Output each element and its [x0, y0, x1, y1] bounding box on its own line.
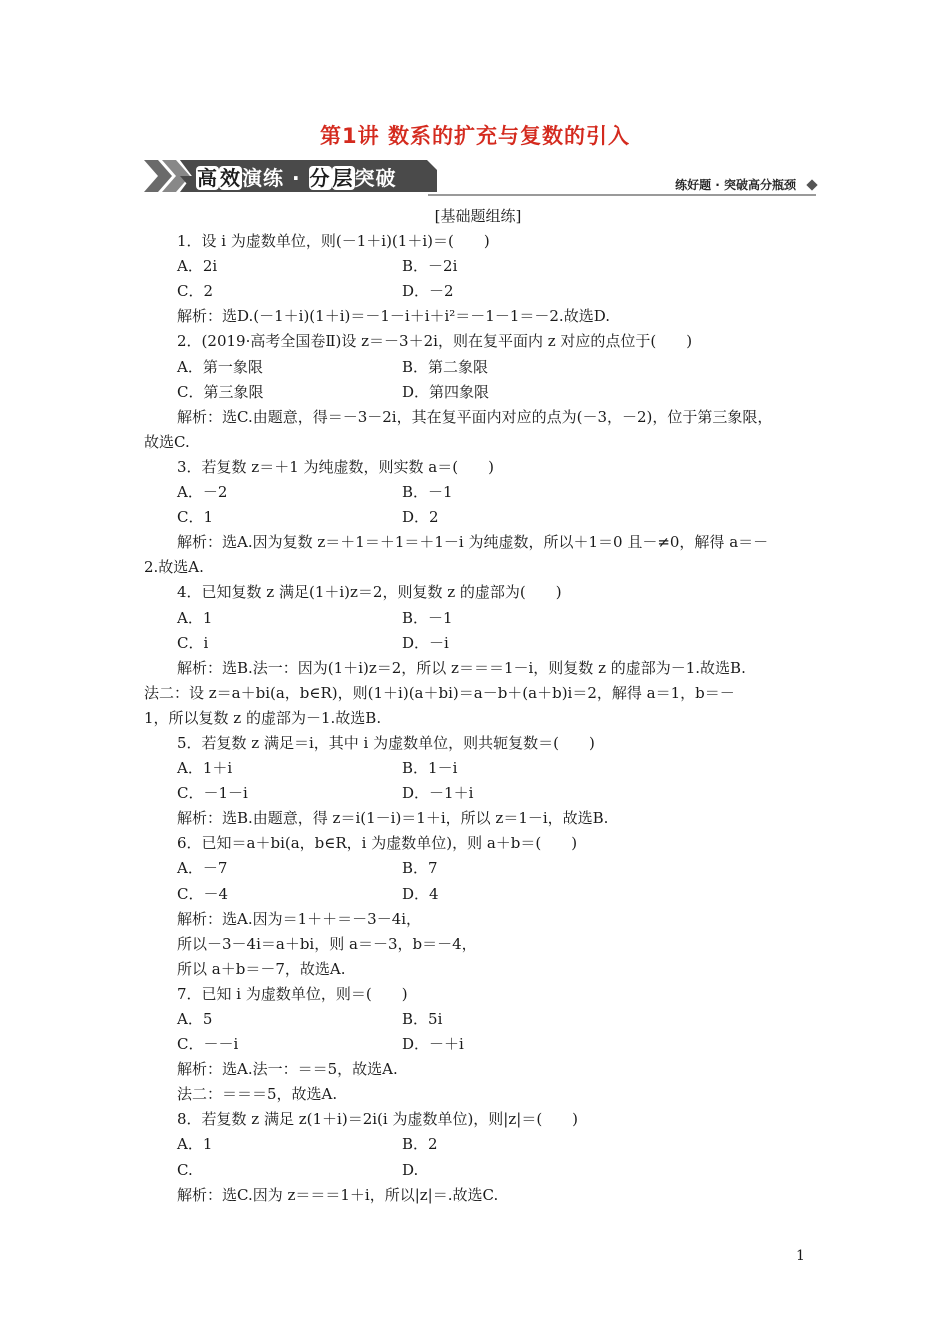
question-stem: 6．已知＝a＋bi(a，b∈R，i 为虚数单位)，则 a＋b＝( )	[177, 834, 578, 853]
option-d: D．－1＋i	[402, 784, 474, 803]
question-stem: 5．若复数 z 满足＝i，其中 i 为虚数单位，则共轭复数＝( )	[177, 733, 595, 752]
section-banner	[144, 160, 816, 196]
question-stem: 3．若复数 z＝＋1 为纯虚数，则实数 a＝( )	[177, 457, 494, 476]
option-a: A．1＋i	[177, 759, 233, 778]
option-c: C．－4	[177, 884, 229, 903]
option-c: C．2	[177, 282, 214, 301]
option-a: A．－2	[177, 483, 228, 502]
question-stem: 8．若复数 z 满足 z(1＋i)＝2i(i 为虚数单位)，则|z|＝( )	[177, 1110, 579, 1129]
question-stem: 4．已知复数 z 满足(1＋i)z＝2，则复数 z 的虚部为( )	[177, 583, 562, 602]
solution-text: 1，所以复数 z 的虚部为－1.故选B.	[144, 708, 382, 727]
option-row	[144, 856, 812, 881]
option-row	[144, 781, 812, 806]
option-b: B．－1	[402, 483, 453, 502]
option-row	[144, 480, 812, 505]
solution-text: 故选C.	[144, 432, 190, 451]
banner-char: 效	[220, 166, 241, 190]
option-row	[144, 254, 812, 279]
option-d: D．2	[402, 508, 439, 527]
banner-char: 突破	[354, 166, 397, 190]
option-c: C．1	[177, 508, 214, 527]
option-a: A．－7	[177, 859, 228, 878]
solution-text: 法二：设 z＝a＋bi(a，b∈R)，则(1＋i)(a＋bi)＝a－b＋(a＋b)i＝2，解得 a＝1，b＝－	[144, 683, 735, 702]
option-row	[144, 882, 812, 907]
option-b: B．2	[402, 1135, 438, 1154]
option-d: D．4	[402, 884, 439, 903]
solution-text: 解析：选C.由题意，得＝－3－2i，其在复平面内对应的点为(－3，－2)，位于第三象限，	[177, 407, 773, 426]
option-b: B．－2i	[402, 257, 458, 276]
page-number: 1	[796, 1248, 805, 1264]
banner-label	[196, 162, 397, 191]
solution-text: 法二：＝＝＝5，故选A.	[177, 1085, 338, 1104]
diamond-icon	[806, 179, 817, 190]
option-d: D．－i	[402, 633, 449, 652]
option-d: D.	[402, 1160, 419, 1179]
option-row	[144, 1032, 812, 1057]
option-a: A．5	[177, 1010, 213, 1028]
section-heading: [基础题组练]	[434, 207, 522, 225]
option-row	[144, 631, 812, 656]
question-stem: 1．设 i 为虚数单位，则(－1＋i)(1＋i)＝( )	[177, 232, 490, 251]
option-row	[144, 756, 812, 781]
banner-char: 分	[309, 166, 331, 190]
option-row	[144, 355, 812, 380]
option-row	[144, 279, 812, 304]
option-b: B．－1	[402, 608, 453, 627]
option-b: B．1－i	[402, 759, 458, 778]
option-c: C．－1－i	[177, 784, 248, 803]
question-stem: 2．(2019·高考全国卷Ⅱ)设 z＝－3＋2i，则在复平面内 z 对应的点位于( )	[177, 332, 693, 351]
option-d: D．－2	[402, 282, 454, 301]
solution-text: 解析：选C.因为 z＝＝＝1＋i，所以|z|＝.故选C.	[177, 1185, 499, 1204]
solution-text: 2.故选A.	[144, 558, 204, 577]
solution-text: 解析：选D.(－1＋i)(1＋i)＝－1－i＋i＋i²＝－1－1＝－2.故选D.	[177, 307, 610, 326]
banner-slogan: 练好题 · 突破高分瓶颈	[675, 178, 796, 192]
solution-text: 解析：选B.由题意，得 z＝i(1－i)＝1＋i，所以 z＝1－i，故选B.	[177, 809, 609, 828]
question-stem: 7．已知 i 为虚数单位，则＝( )	[177, 984, 408, 1003]
option-a: A．1	[177, 608, 213, 627]
option-row	[144, 505, 812, 530]
option-b: B．5i	[402, 1010, 443, 1028]
option-c: C．i	[177, 633, 209, 652]
solution-text: 解析：选B.法一：因为(1＋i)z＝2，所以 z＝＝＝1－i，则复数 z 的虚部为－1.故选B.	[177, 658, 746, 677]
banner-char: 演练 ·	[242, 166, 309, 190]
option-d: D．－＋i	[402, 1035, 464, 1054]
option-row	[144, 380, 812, 405]
option-c: C．第三象限	[177, 382, 264, 401]
exercise-body	[144, 204, 812, 1208]
solution-text: 解析：选A.因为＝1＋＋＝－3－4i，	[177, 909, 422, 928]
option-b: B．7	[402, 859, 438, 878]
solution-text: 所以－3－4i＝a＋bi，则 a＝－3，b＝－4，	[177, 934, 477, 953]
option-row	[144, 1007, 812, 1032]
solution-text: 所以 a＋b＝－7，故选A.	[177, 959, 346, 978]
option-row	[144, 1158, 812, 1183]
solution-text: 解析：选A.法一：＝＝5，故选A.	[177, 1060, 398, 1079]
banner-char: 层	[332, 166, 354, 190]
banner-divider	[428, 194, 816, 196]
option-row	[144, 606, 812, 631]
solution-text: 解析：选A.因为复数 z＝＋1＝＋1＝＋1－i 为纯虚数，所以＋1＝0 且－≠0，解得 a＝－	[177, 533, 769, 552]
option-row	[144, 1132, 812, 1157]
option-a: A．1	[177, 1135, 213, 1154]
banner-char: 高	[197, 166, 218, 190]
option-c: C.	[177, 1160, 193, 1179]
option-a: A．第一象限	[177, 357, 263, 376]
page-title: 第1讲 数系的扩充与复数的引入	[320, 124, 630, 148]
option-c: C．－－i	[177, 1035, 239, 1054]
option-d: D．第四象限	[402, 382, 490, 401]
option-b: B．第二象限	[402, 357, 489, 376]
option-a: A．2i	[177, 257, 218, 276]
